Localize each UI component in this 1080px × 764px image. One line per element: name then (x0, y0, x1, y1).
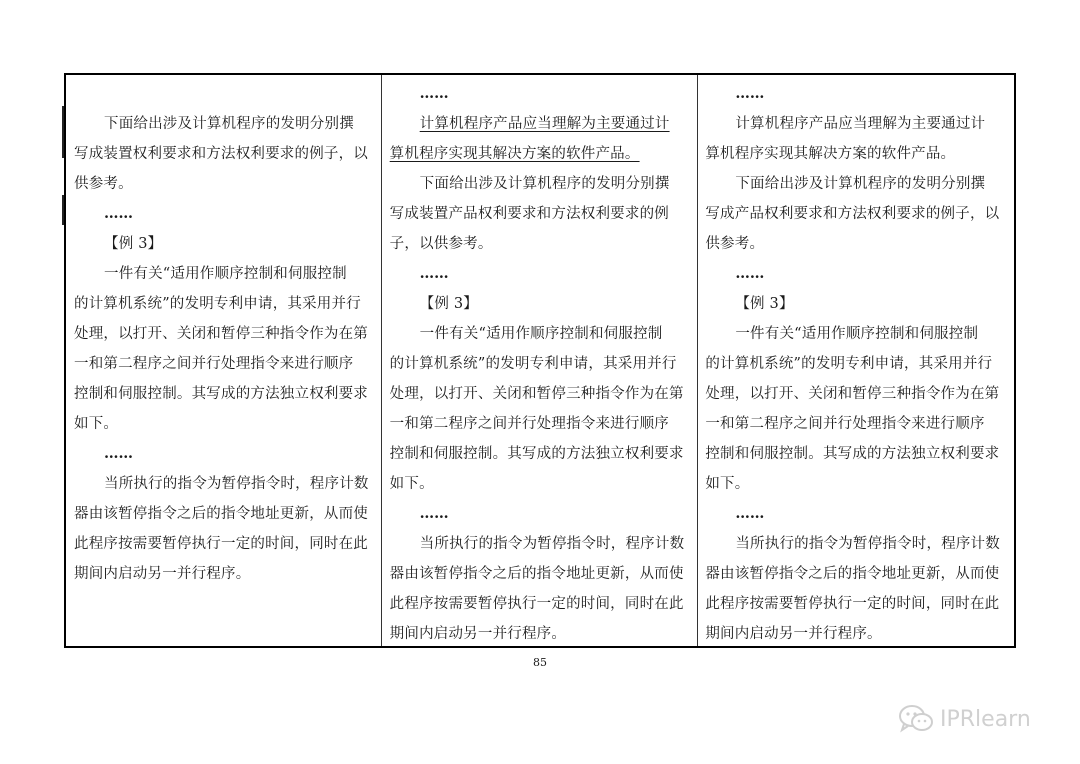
text-line: 控制和伺服控制。其写成的方法独立权利要求 (74, 386, 368, 402)
ellipsis-line: …… (419, 85, 449, 102)
inserted-text-line: 算机程序实现其解决方案的软件产品。 (389, 146, 640, 162)
text-line: 一和第二程序之间并行处理指令来进行顺序 (74, 356, 354, 372)
column-revision-text (382, 79, 698, 646)
text-line: 处理，以打开、关闭和暂停三种指令作为在第 (389, 386, 684, 402)
text-line: 器由该暂停指令之后的指令地址更新，从而使 (389, 566, 684, 582)
text-line: 期间内启动另一并行程序。 (705, 626, 882, 642)
text-line: 如下。 (705, 476, 750, 492)
text-line: 控制和伺服控制。其写成的方法独立权利要求 (705, 446, 1000, 462)
text-line: 处理，以打开、关闭和暂停三种指令作为在第 (74, 326, 368, 342)
column-revision-marked (381, 75, 698, 646)
text-line: 一件有关“适用作顺序控制和伺服控制 (735, 326, 979, 342)
ellipsis-line: …… (735, 505, 765, 522)
text-line: 此程序按需要暂停执行一定的时间，同时在此 (389, 596, 684, 612)
watermark-text: IPRlearn (940, 706, 1031, 732)
change-bar (62, 195, 64, 225)
column-revised (697, 75, 1014, 646)
text-line: 供参考。 (74, 176, 133, 192)
ellipsis-line: …… (104, 445, 133, 462)
ellipsis-line: …… (419, 265, 449, 282)
ellipsis-line: …… (104, 205, 133, 222)
text-line: 一和第二程序之间并行处理指令来进行顺序 (705, 416, 985, 432)
text-line: 下面给出涉及计算机程序的发明分别撰 (735, 176, 986, 192)
text-line: 下面给出涉及计算机程序的发明分别撰 (419, 176, 670, 192)
text-line: 的计算机系统”的发明专利申请，其采用并行 (705, 356, 993, 372)
example-heading: 【例 3】 (104, 236, 163, 252)
text-line: 的计算机系统”的发明专利申请，其采用并行 (74, 296, 361, 312)
column-original (66, 75, 381, 646)
text-line: 控制和伺服控制。其写成的方法独立权利要求 (389, 446, 684, 462)
ellipsis-line: …… (419, 505, 449, 522)
example-heading: 【例 3】 (735, 296, 794, 312)
text-line: 的计算机系统”的发明专利申请，其采用并行 (389, 356, 677, 372)
inserted-text-line: 计算机程序产品应当理解为主要通过计 (419, 116, 670, 132)
text-line: 器由该暂停指令之后的指令地址更新，从而使 (74, 506, 368, 522)
text-line: 当所执行的指令为暂停指令时，程序计数 (104, 476, 369, 492)
text-line: 期间内启动另一并行程序。 (74, 566, 251, 582)
text-line: 一件有关“适用作顺序控制和伺服控制 (104, 266, 347, 282)
text-line: 计算机程序产品应当理解为主要通过计 (735, 116, 986, 132)
comparison-table (64, 73, 1016, 648)
text-line: 处理，以打开、关闭和暂停三种指令作为在第 (705, 386, 1000, 402)
text-line: 此程序按需要暂停执行一定的时间，同时在此 (705, 596, 1000, 612)
change-bar (62, 106, 64, 158)
text-line: 当所执行的指令为暂停指令时，程序计数 (419, 536, 685, 552)
page-number: 85 (533, 656, 547, 669)
text-line: 一件有关“适用作顺序控制和伺服控制 (419, 326, 663, 342)
text-line: 子，以供参考。 (389, 236, 493, 252)
example-heading: 【例 3】 (419, 296, 479, 312)
text-line: 算机程序实现其解决方案的软件产品。 (705, 146, 956, 162)
text-line: 此程序按需要暂停执行一定的时间，同时在此 (74, 536, 368, 552)
text-line: 当所执行的指令为暂停指令时，程序计数 (735, 536, 1000, 552)
text-line: 下面给出涉及计算机程序的发明分别撰 (104, 116, 354, 132)
text-line: 写成装置权利要求和方法权利要求的例子，以 (74, 146, 368, 162)
ellipsis-line: …… (735, 85, 765, 102)
text-line: 如下。 (389, 476, 434, 492)
column-original-text (66, 109, 381, 589)
ellipsis-line: …… (735, 265, 765, 282)
watermark (898, 704, 1031, 734)
wechat-icon (898, 704, 934, 734)
text-line: 如下。 (74, 416, 119, 432)
column-revised-text (698, 79, 1014, 646)
text-line: 器由该暂停指令之后的指令地址更新，从而使 (705, 566, 1000, 582)
text-line: 供参考。 (705, 236, 765, 252)
text-line-with-revision: 写成装置产品权利要求和方法权利要求的例 (389, 206, 669, 222)
text-line: 写成产品权利要求和方法权利要求的例子，以 (705, 206, 1000, 222)
text-line: 一和第二程序之间并行处理指令来进行顺序 (389, 416, 669, 432)
text-line: 期间内启动另一并行程序。 (389, 626, 567, 642)
